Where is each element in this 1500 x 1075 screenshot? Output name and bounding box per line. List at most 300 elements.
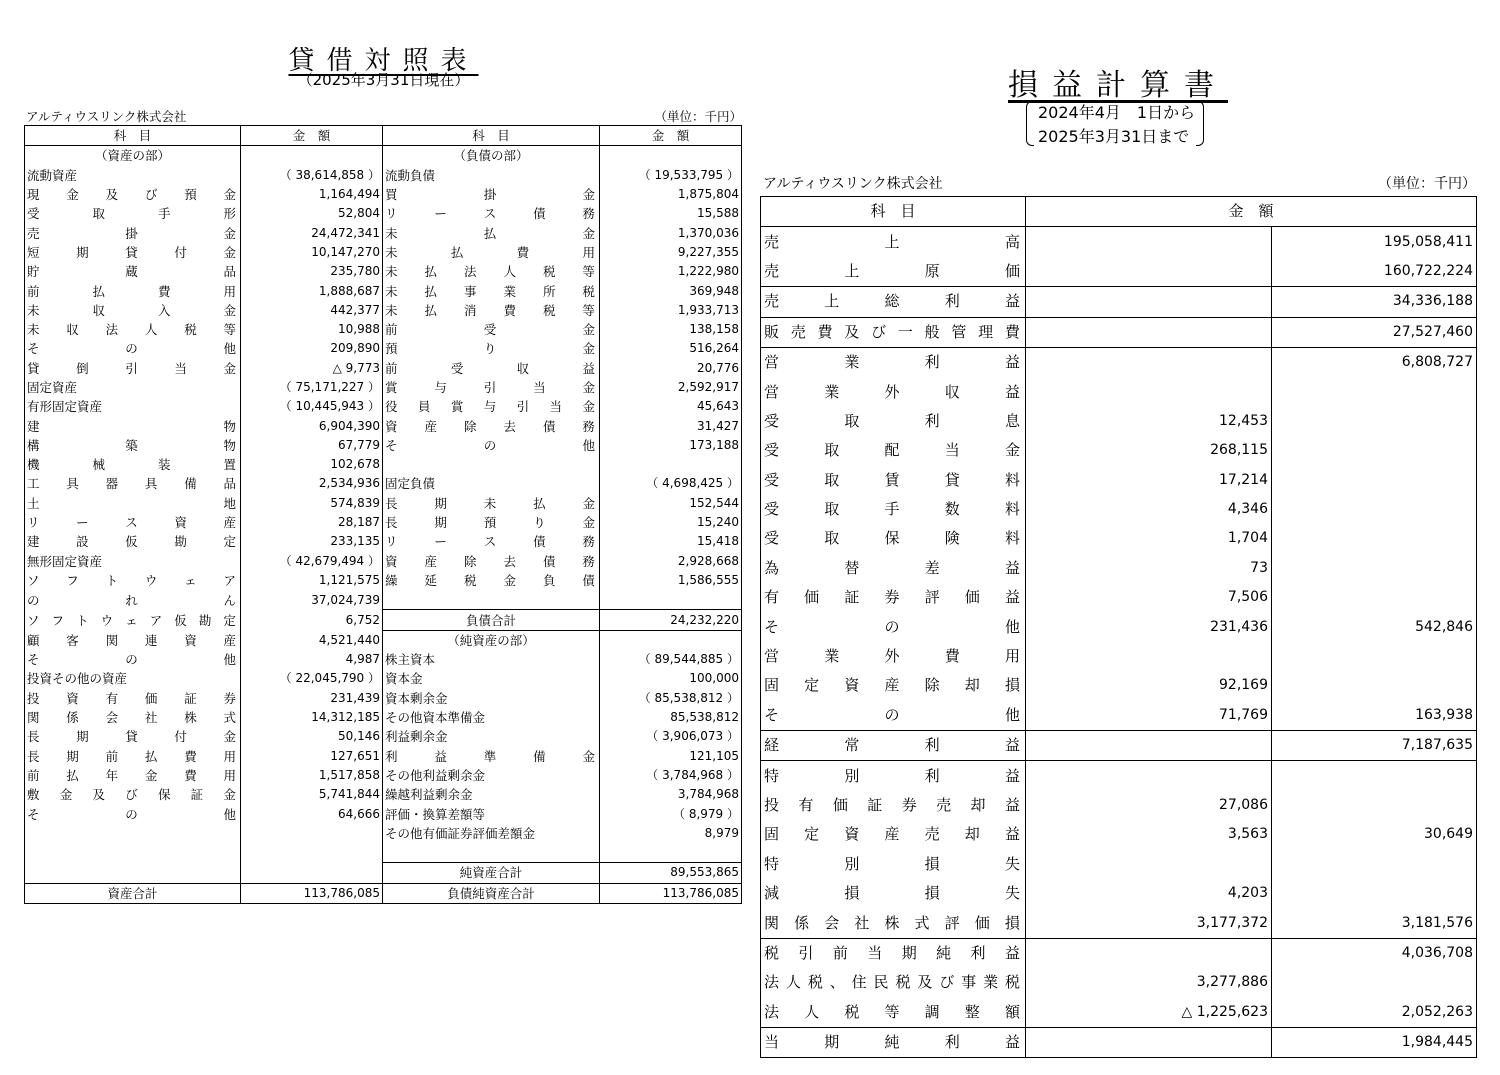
pl-item-subamount [1026, 642, 1272, 671]
liability-item-label [383, 204, 600, 223]
asset-item-label [25, 863, 241, 883]
period-to: 2025年3月31日まで [1038, 127, 1190, 146]
spread-label-text: 繰 延 税 金 負 債 [385, 572, 595, 588]
liability-item-amount: 9,227,355 [600, 243, 742, 262]
asset-item-amount [241, 863, 383, 883]
bs-assets-amount-header: 金 額 [241, 126, 383, 146]
income-statement-row [761, 671, 1477, 700]
asset-item-amount: 14,312,185 [241, 708, 383, 727]
pl-amount-header: 金 額 [1026, 197, 1477, 227]
balance-sheet-title: 貸借対照表 [288, 46, 479, 76]
liability-item-amount: 8,979 [600, 824, 742, 843]
spread-label-text: 前 受 収 益 [385, 360, 595, 376]
asset-item-label [25, 204, 241, 223]
pl-item-label [761, 612, 1026, 641]
asset-item-amount: 10,988 [241, 320, 383, 339]
pl-item-subamount [1026, 317, 1272, 347]
pl-item-amount: 34,336,188 [1272, 287, 1477, 317]
balance-sheet-table [24, 125, 742, 904]
pl-item-label [761, 495, 1026, 524]
liability-item-label [383, 320, 600, 339]
liability-item-amount: 2,928,668 [600, 552, 742, 571]
pl-item-amount [1272, 968, 1477, 997]
pl-item-label [761, 671, 1026, 700]
income-statement-row [761, 820, 1477, 849]
assets-total-label: 資産合計 [25, 883, 241, 903]
balance-sheet-row [25, 455, 742, 474]
spread-label-text: 前 払 費 用 [27, 283, 236, 299]
balance-sheet-row [25, 843, 742, 863]
income-statement-row [761, 938, 1477, 968]
liability-item-amount: 1,586,555 [600, 571, 742, 590]
pl-item-subamount [1026, 257, 1272, 287]
income-statement-row [761, 466, 1477, 495]
asset-item-label [25, 630, 241, 650]
spread-label-text: 投 資 有 価 証 券 [27, 690, 236, 706]
spread-label-text: 前 払 年 金 費 用 [27, 767, 236, 783]
liab-net-total-label: 負債純資産合計 [383, 883, 600, 903]
liability-item-amount [600, 590, 742, 610]
asset-item-amount: 52,804 [241, 204, 383, 223]
income-statement-row [761, 554, 1477, 583]
pl-item-label [761, 347, 1026, 377]
asset-item-amount: 6,752 [241, 610, 383, 630]
pl-item-amount: 7,187,635 [1272, 731, 1477, 761]
balance-sheet-row [25, 650, 742, 669]
income-statement-table [760, 196, 1477, 1058]
pl-item-subamount: 4,203 [1026, 879, 1272, 908]
pl-item-label [761, 257, 1026, 287]
pl-item-subamount: 3,177,372 [1026, 908, 1272, 938]
asset-item-amount: （ 75,171,227 ） [241, 378, 383, 397]
liability-item-amount: 1,933,713 [600, 301, 742, 320]
pl-item-amount: 542,846 [1272, 612, 1477, 641]
spread-label-text: 未 払 消 費 税 等 [385, 302, 595, 318]
pl-item-amount [1272, 524, 1477, 553]
liability-item-label [383, 359, 600, 378]
balance-sheet-row [25, 204, 742, 223]
balance-sheet-row [25, 590, 742, 610]
spread-label-text: 利 益 準 備 金 [385, 748, 595, 764]
asset-item-label [25, 339, 241, 358]
balance-sheet-row [25, 262, 742, 281]
asset-item-label [25, 843, 241, 863]
asset-item-label [25, 804, 241, 823]
asset-item-amount: △ 9,773 [241, 359, 383, 378]
liability-item-amount: 89,553,865 [600, 863, 742, 883]
spread-label-text: 賞 与 引 当 金 [385, 380, 595, 395]
pl-item-subamount [1026, 761, 1272, 791]
balance-sheet-row [25, 416, 742, 435]
asset-item-amount: 64,666 [241, 804, 383, 823]
spread-label-text: リ ー ス 債 務 [385, 206, 595, 222]
spread-label-text: 受 取 保 険 料 [764, 529, 1020, 548]
balance-sheet-header-row [25, 126, 742, 146]
spread-label-text: 未 払 法 人 税 等 [385, 264, 595, 280]
liability-item-label: 株主資本 [383, 650, 600, 669]
asset-item-amount: 235,780 [241, 262, 383, 281]
spread-label-text: 未 払 費 用 [385, 244, 595, 260]
balance-sheet-date: （2025年3月31日現在） [297, 71, 470, 89]
liability-item-amount: 138,158 [600, 320, 742, 339]
balance-sheet-total-row [25, 883, 742, 903]
liability-item-amount: （ 4,698,425 ） [600, 474, 742, 493]
income-statement-row [761, 287, 1477, 317]
pl-item-subamount: 231,436 [1026, 612, 1272, 641]
liability-item-label: 資本金 [383, 669, 600, 688]
liability-item-amount: 1,875,804 [600, 185, 742, 204]
spread-label-text: ソ フ ト ウ ェ ア [27, 572, 236, 588]
balance-sheet-row [25, 708, 742, 727]
liability-item-amount: （ 8,979 ） [600, 804, 742, 823]
liability-item-amount: 15,588 [600, 204, 742, 223]
spread-label-text: 営 業 外 収 益 [764, 382, 1020, 401]
liability-item-amount: 15,418 [600, 532, 742, 551]
pl-item-amount: 3,181,576 [1272, 908, 1477, 938]
balance-sheet-row [25, 166, 742, 185]
liability-item-amount [600, 630, 742, 650]
income-statement-row [761, 1027, 1477, 1057]
income-statement-header-row [761, 197, 1477, 227]
pl-item-label [761, 407, 1026, 436]
balance-sheet-row [25, 863, 742, 883]
spread-label-text: 資 産 除 去 債 務 [385, 553, 595, 569]
pl-item-label [761, 227, 1026, 257]
spread-label-text: 有 価 証 券 評 価 益 [764, 588, 1020, 607]
asset-item-label [25, 650, 241, 669]
income-statement-row [761, 998, 1477, 1028]
balance-sheet-row [25, 766, 742, 785]
asset-item-amount: 1,517,858 [241, 766, 383, 785]
liability-item-label [383, 590, 600, 610]
asset-item-amount: 10,147,270 [241, 243, 383, 262]
bs-assets-item-header: 科 目 [25, 126, 241, 146]
spread-label-text: 貸 倒 引 当 金 [27, 360, 236, 376]
asset-item-amount [241, 843, 383, 863]
spread-label-text: 当 期 純 利 益 [764, 1033, 1020, 1052]
liability-item-amount: 2,592,917 [600, 378, 742, 397]
asset-item-amount: 2,534,936 [241, 474, 383, 493]
pl-item-amount: 6,808,727 [1272, 347, 1477, 377]
asset-item-label: 固定資産 [25, 378, 241, 397]
asset-item-label [25, 689, 241, 708]
asset-item-label [25, 262, 241, 281]
liability-item-label [383, 436, 600, 455]
period-bracket-right [1196, 101, 1204, 146]
liability-item-amount: 85,538,812 [600, 708, 742, 727]
pl-item-amount [1272, 554, 1477, 583]
pl-item-amount [1272, 495, 1477, 524]
pl-item-label [761, 791, 1026, 820]
asset-item-amount: 5,741,844 [241, 785, 383, 804]
income-statement-row [761, 495, 1477, 524]
liability-item-label: 資本剰余金 [383, 689, 600, 708]
pl-item-subamount: 3,563 [1026, 820, 1272, 849]
spread-label-text: リ ー ス 資 産 [27, 515, 236, 531]
pl-item-subamount [1026, 287, 1272, 317]
spread-label-text: 未 収 法 人 税 等 [27, 322, 236, 338]
spread-label-text: 長 期 預 り 金 [385, 515, 595, 531]
liability-item-label [383, 185, 600, 204]
asset-item-amount: 50,146 [241, 727, 383, 746]
balance-sheet-row [25, 747, 742, 766]
balance-sheet-row [25, 320, 742, 339]
liability-item-amount: 100,000 [600, 669, 742, 688]
liability-item-label: 固定負債 [383, 474, 600, 493]
spread-label-text: 買 掛 金 [385, 187, 595, 203]
pl-item-subamount: 7,506 [1026, 583, 1272, 612]
asset-item-label [25, 416, 241, 435]
income-statement-row [761, 908, 1477, 938]
balance-sheet-row [25, 185, 742, 204]
asset-item-label [25, 727, 241, 746]
pl-item-subamount [1026, 731, 1272, 761]
asset-item-label: 投資その他の資産 [25, 669, 241, 688]
liability-item-label [383, 416, 600, 435]
income-statement-row [761, 317, 1477, 347]
liab-net-total-value: 113,786,085 [600, 883, 742, 903]
asset-item-label: 流動資産 [25, 166, 241, 185]
spread-label-text: 受 取 賃 貸 料 [764, 470, 1020, 489]
asset-item-amount: 24,472,341 [241, 223, 383, 242]
pl-item-subamount: 92,169 [1026, 671, 1272, 700]
asset-item-label [25, 747, 241, 766]
liability-item-label [383, 243, 600, 262]
asset-item-amount: （ 38,614,858 ） [241, 166, 383, 185]
income-statement-company: アルティウスリンク株式会社 [763, 176, 943, 192]
pl-item-label [761, 968, 1026, 997]
liabilities-section-label: （負債の部） [383, 146, 600, 166]
balance-sheet-row [25, 610, 742, 630]
income-statement-row [761, 761, 1477, 791]
asset-item-amount: （ 10,445,943 ） [241, 397, 383, 416]
spread-label-text: リ ー ス 債 務 [385, 534, 595, 550]
balance-sheet-row [25, 785, 742, 804]
pl-item-amount [1272, 377, 1477, 406]
balance-sheet-row [25, 552, 742, 571]
income-statement-row [761, 731, 1477, 761]
pl-item-subamount: 268,115 [1026, 436, 1272, 465]
liability-item-amount: 1,370,036 [600, 223, 742, 242]
income-statement-row [761, 524, 1477, 553]
liability-item-label: その他有価証券評価差額金 [383, 824, 600, 843]
income-statement-row [761, 850, 1477, 879]
asset-item-amount: 127,651 [241, 747, 383, 766]
balance-sheet-row [25, 281, 742, 300]
liability-item-amount: 173,188 [600, 436, 742, 455]
pl-item-subamount [1026, 938, 1272, 968]
spread-label-text: 受 取 手 数 料 [764, 500, 1020, 519]
liability-item-label: 繰越利益剰余金 [383, 785, 600, 804]
pl-item-amount [1272, 791, 1477, 820]
liability-item-label: 利益剰余金 [383, 727, 600, 746]
balance-sheet-company: アルティウスリンク株式会社 [26, 109, 187, 124]
asset-item-label [25, 455, 241, 474]
bs-liab-amount-header: 金 額 [600, 126, 742, 146]
spread-label-text: ソ フ ト ウ ェ ア 仮 勘 定 [27, 612, 236, 628]
spread-label-text: 建 設 仮 勘 定 [27, 534, 236, 550]
balance-sheet-row [25, 532, 742, 551]
liability-item-amount: （ 89,544,885 ） [600, 650, 742, 669]
liability-item-label: 流動負債 [383, 166, 600, 185]
asset-item-label [25, 766, 241, 785]
spread-label-text: 受 取 配 当 金 [764, 441, 1020, 460]
balance-sheet-section-row [25, 146, 742, 166]
pl-item-subamount: 3,277,886 [1026, 968, 1272, 997]
pl-item-label [761, 317, 1026, 347]
spread-label-text: 未 払 金 [385, 225, 595, 241]
pl-item-amount [1272, 466, 1477, 495]
spread-label-text: 前 受 金 [385, 322, 595, 338]
asset-item-label [25, 785, 241, 804]
asset-item-amount: 37,024,739 [241, 590, 383, 610]
income-statement-row [761, 436, 1477, 465]
income-statement-row [761, 583, 1477, 612]
balance-sheet-row [25, 571, 742, 590]
spread-label-text: 預 り 金 [385, 341, 595, 357]
asset-item-label [25, 185, 241, 204]
balance-sheet-row [25, 436, 742, 455]
liability-item-label: 負債合計 [383, 610, 600, 630]
pl-item-label [761, 1027, 1026, 1057]
income-statement-row [761, 257, 1477, 287]
balance-sheet-row [25, 339, 742, 358]
spread-label-text: 特 別 利 益 [764, 766, 1020, 785]
spread-label-text: 法 人 税 等 調 整 額 [764, 1002, 1020, 1021]
pl-item-amount: 160,722,224 [1272, 257, 1477, 287]
balance-sheet-row [25, 243, 742, 262]
balance-sheet-row [25, 474, 742, 493]
pl-item-label [761, 761, 1026, 791]
pl-item-header: 科 目 [761, 197, 1026, 227]
income-statement-title: 損益計算書 [1008, 68, 1228, 103]
pl-item-amount [1272, 850, 1477, 879]
asset-item-label [25, 494, 241, 513]
asset-item-label [25, 824, 241, 843]
liability-item-amount: 3,784,968 [600, 785, 742, 804]
asset-item-amount [241, 824, 383, 843]
balance-sheet-row [25, 301, 742, 320]
liability-item-label [383, 532, 600, 551]
asset-item-amount: 1,121,575 [241, 571, 383, 590]
pl-item-amount: 195,058,411 [1272, 227, 1477, 257]
liability-item-label: 評価・換算差額等 [383, 804, 600, 823]
asset-item-amount: 574,839 [241, 494, 383, 513]
spread-label-text: そ の 他 [27, 341, 236, 357]
bs-liab-item-header: 科 目 [383, 126, 600, 146]
liability-item-amount: （ 19,533,795 ） [600, 166, 742, 185]
pl-item-subamount: 71,769 [1026, 701, 1272, 731]
asset-item-label [25, 610, 241, 630]
balance-sheet-row [25, 727, 742, 746]
assets-total-value: 113,786,085 [241, 883, 383, 903]
asset-item-amount: 1,164,494 [241, 185, 383, 204]
spread-label-text: 為 替 差 益 [764, 558, 1020, 577]
spread-label-text: 売 掛 金 [27, 225, 236, 241]
pl-item-subamount: 12,453 [1026, 407, 1272, 436]
pl-item-subamount [1026, 227, 1272, 257]
asset-item-amount: 442,377 [241, 301, 383, 320]
income-statement-row [761, 879, 1477, 908]
balance-sheet-row [25, 223, 742, 242]
liability-item-amount: 152,544 [600, 494, 742, 513]
pl-item-amount: 4,036,708 [1272, 938, 1477, 968]
asset-item-label [25, 359, 241, 378]
balance-sheet-row [25, 359, 742, 378]
pl-item-amount [1272, 436, 1477, 465]
spread-label-text: そ の 他 [385, 437, 595, 453]
spread-label-text: 貯 蔵 品 [27, 264, 236, 280]
period-bracket-left [1026, 101, 1034, 146]
asset-item-label [25, 223, 241, 242]
pl-item-label [761, 524, 1026, 553]
asset-item-amount: 1,888,687 [241, 281, 383, 300]
liability-item-amount: （ 3,906,073 ） [600, 727, 742, 746]
balance-sheet-unit: （単位：千円） [654, 109, 742, 124]
balance-sheet-row [25, 630, 742, 650]
liability-item-label [383, 301, 600, 320]
liability-item-amount: 369,948 [600, 281, 742, 300]
income-statement-row [761, 407, 1477, 436]
pl-item-label [761, 466, 1026, 495]
pl-item-amount [1272, 879, 1477, 908]
liability-item-amount [600, 843, 742, 863]
pl-item-subamount: 27,086 [1026, 791, 1272, 820]
balance-sheet-row [25, 378, 742, 397]
liability-item-label: その他利益剰余金 [383, 766, 600, 785]
spread-label-text: 関 係 会 社 株 式 評 価 損 [764, 913, 1020, 932]
pl-item-label [761, 583, 1026, 612]
pl-item-subamount [1026, 347, 1272, 377]
liability-item-label [383, 494, 600, 513]
liability-item-amount: 31,427 [600, 416, 742, 435]
pl-item-label [761, 850, 1026, 879]
spread-label-text: 建 物 [27, 418, 236, 434]
assets-section-label: （資産の部） [25, 146, 241, 166]
asset-item-label [25, 474, 241, 493]
asset-item-label [25, 590, 241, 610]
asset-item-amount: 233,135 [241, 532, 383, 551]
liability-item-label [383, 747, 600, 766]
liability-item-label [383, 281, 600, 300]
pl-item-label [761, 436, 1026, 465]
pl-item-label [761, 642, 1026, 671]
spread-label-text: 営 業 外 費 用 [764, 647, 1020, 666]
liability-item-amount: 15,240 [600, 513, 742, 532]
asset-item-amount: 209,890 [241, 339, 383, 358]
spread-label-text: 固 定 資 産 除 却 損 [764, 676, 1020, 695]
liability-item-label [383, 552, 600, 571]
liability-item-label [383, 339, 600, 358]
liability-item-amount: 45,643 [600, 397, 742, 416]
liability-item-label [383, 455, 600, 474]
asset-item-label: 無形固定資産 [25, 552, 241, 571]
income-statement-row [761, 347, 1477, 377]
spread-label-text: 売 上 高 [764, 232, 1020, 251]
asset-item-label [25, 301, 241, 320]
income-statement-row [761, 701, 1477, 731]
spread-label-text: 売 上 原 価 [764, 261, 1020, 280]
asset-item-label [25, 532, 241, 551]
spread-label-text: そ の 他 [764, 705, 1020, 724]
spread-label-text: 固 定 資 産 売 却 益 [764, 825, 1020, 844]
asset-item-label [25, 320, 241, 339]
liability-item-label [383, 378, 600, 397]
pl-item-amount [1272, 583, 1477, 612]
spread-label-text: 敷 金 及 び 保 証 金 [27, 787, 236, 803]
spread-label-text: 顧 客 関 連 資 産 [27, 632, 236, 648]
pl-item-amount [1272, 761, 1477, 791]
